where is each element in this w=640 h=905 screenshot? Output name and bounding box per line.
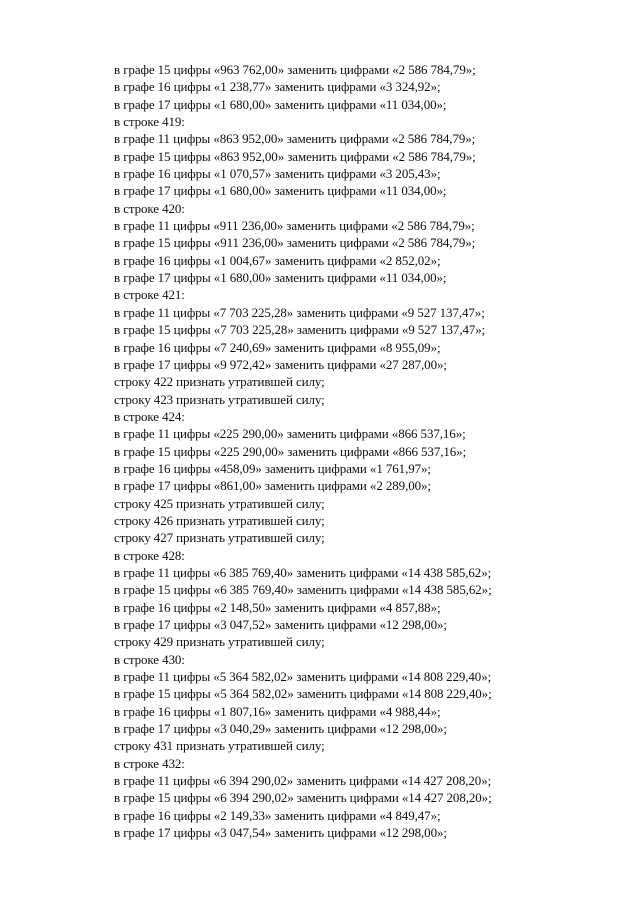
document-line: в графе 16 цифры «7 240,69» заменить цифрами «8 955,09»; (114, 339, 441, 355)
document-line: в графе 15 цифры «225 290,00» заменить цифрами «866 537,16»; (114, 443, 467, 459)
document-line: в графе 11 цифры «6 385 769,40» заменить цифрами «14 438 585,62»; (114, 564, 492, 580)
document-line: строку 427 признать утратившей силу; (114, 530, 325, 546)
document-line: в графе 15 цифры «5 364 582,02» заменить цифрами «14 808 229,40»; (114, 686, 492, 702)
document-line: в графе 17 цифры «3 047,52» заменить цифрами «12 298,00»; (114, 617, 447, 632)
document-line: в графе 16 цифры «458,09» заменить цифрами «1 761,97»; (114, 460, 431, 476)
document-line: в графе 17 цифры «1 680,00» заменить цифрами «11 034,00»; (114, 183, 447, 199)
document-line: в графе 15 цифры «863 952,00» заменить цифрами «2 586 784,79»; (114, 148, 476, 164)
document-line: в строке 420: (114, 200, 185, 216)
document-line: в графе 17 цифры «3 047,54» заменить цифрами «12 298,00»; (114, 825, 447, 841)
document-line: в строке 428: (114, 547, 185, 563)
document-line: в графе 11 цифры «5 364 582,02» заменить цифрами «14 808 229,40»; (114, 669, 492, 685)
document-line: строку 423 признать утратившей силу; (114, 391, 325, 407)
document-line: в графе 16 цифры «2 149,33» заменить цифрами «4 849,47»; (114, 807, 441, 823)
document-line: в графе 11 цифры «7 703 225,28» заменить цифрами «9 527 137,47»; (114, 304, 485, 320)
document-line: в графе 15 цифры «6 385 769,40» заменить цифрами «14 438 585,62»; (114, 582, 492, 598)
document-line: в графе 11 цифры «863 952,00» заменить цифрами «2 586 784,79»; (114, 131, 476, 147)
document-line: строку 431 признать утратившей силу; (114, 738, 325, 754)
document-line: строку 422 признать утратившей силу; (114, 374, 325, 390)
document-line: в графе 16 цифры «1 070,57» заменить цифрами «3 205,43»; (114, 166, 441, 182)
document-line: строку 425 признать утратившей силу; (114, 495, 325, 511)
document-line: в графе 11 цифры «225 290,00» заменить цифрами «866 537,16»; (114, 426, 466, 442)
document-line: в графе 16 цифры «1 807,16» заменить цифрами «4 988,44»; (114, 703, 441, 719)
document-line: в графе 17 цифры «9 972,42» заменить цифрами «27 287,00»; (114, 356, 447, 372)
document-line: в графе 15 цифры «911 236,00» заменить цифрами «2 586 784,79»; (114, 235, 476, 251)
document-line: в графе 11 цифры «6 394 290,02» заменить цифрами «14 427 208,20»; (114, 773, 492, 789)
document-line: в строке 421: (114, 287, 185, 303)
document-line: в графе 17 цифры «1 680,00» заменить цифрами «11 034,00»; (114, 270, 447, 286)
document-line: в строке 419: (114, 114, 185, 130)
document-line: в графе 15 цифры «7 703 225,28» заменить цифрами «9 527 137,47»; (114, 322, 486, 338)
document-line: в графе 11 цифры «911 236,00» заменить цифрами «2 586 784,79»; (114, 218, 475, 234)
document-line: в строке 430: (114, 651, 185, 667)
document-line: в графе 16 цифры «1 238,77» заменить цифрами «3 324,92»; (114, 79, 441, 95)
document-line: строку 429 признать утратившей силу; (114, 634, 325, 650)
document-line: в графе 16 цифры «2 148,50» заменить цифрами «4 857,88»; (114, 599, 441, 615)
document-line: в графе 17 цифры «861,00» заменить цифрами «2 289,00»; (114, 478, 431, 494)
document-line: строку 426 признать утратившей силу; (114, 512, 325, 528)
document-line: в графе 16 цифры «1 004,67» заменить цифрами «2 852,02»; (114, 252, 441, 268)
document-line: в графе 17 цифры «1 680,00» заменить цифрами «11 034,00»; (114, 96, 447, 112)
document-line: в графе 15 цифры «963 762,00» заменить цифрами «2 586 784,79»; (114, 62, 476, 77)
document-line: в строке 432: (114, 755, 185, 771)
document-line: в графе 17 цифры «3 040,29» заменить цифрами «12 298,00»; (114, 721, 447, 737)
document-body-text (114, 61, 614, 841)
document-line: в строке 424: (114, 408, 185, 424)
document-line: в графе 15 цифры «6 394 290,02» заменить цифрами «14 427 208,20»; (114, 790, 492, 806)
